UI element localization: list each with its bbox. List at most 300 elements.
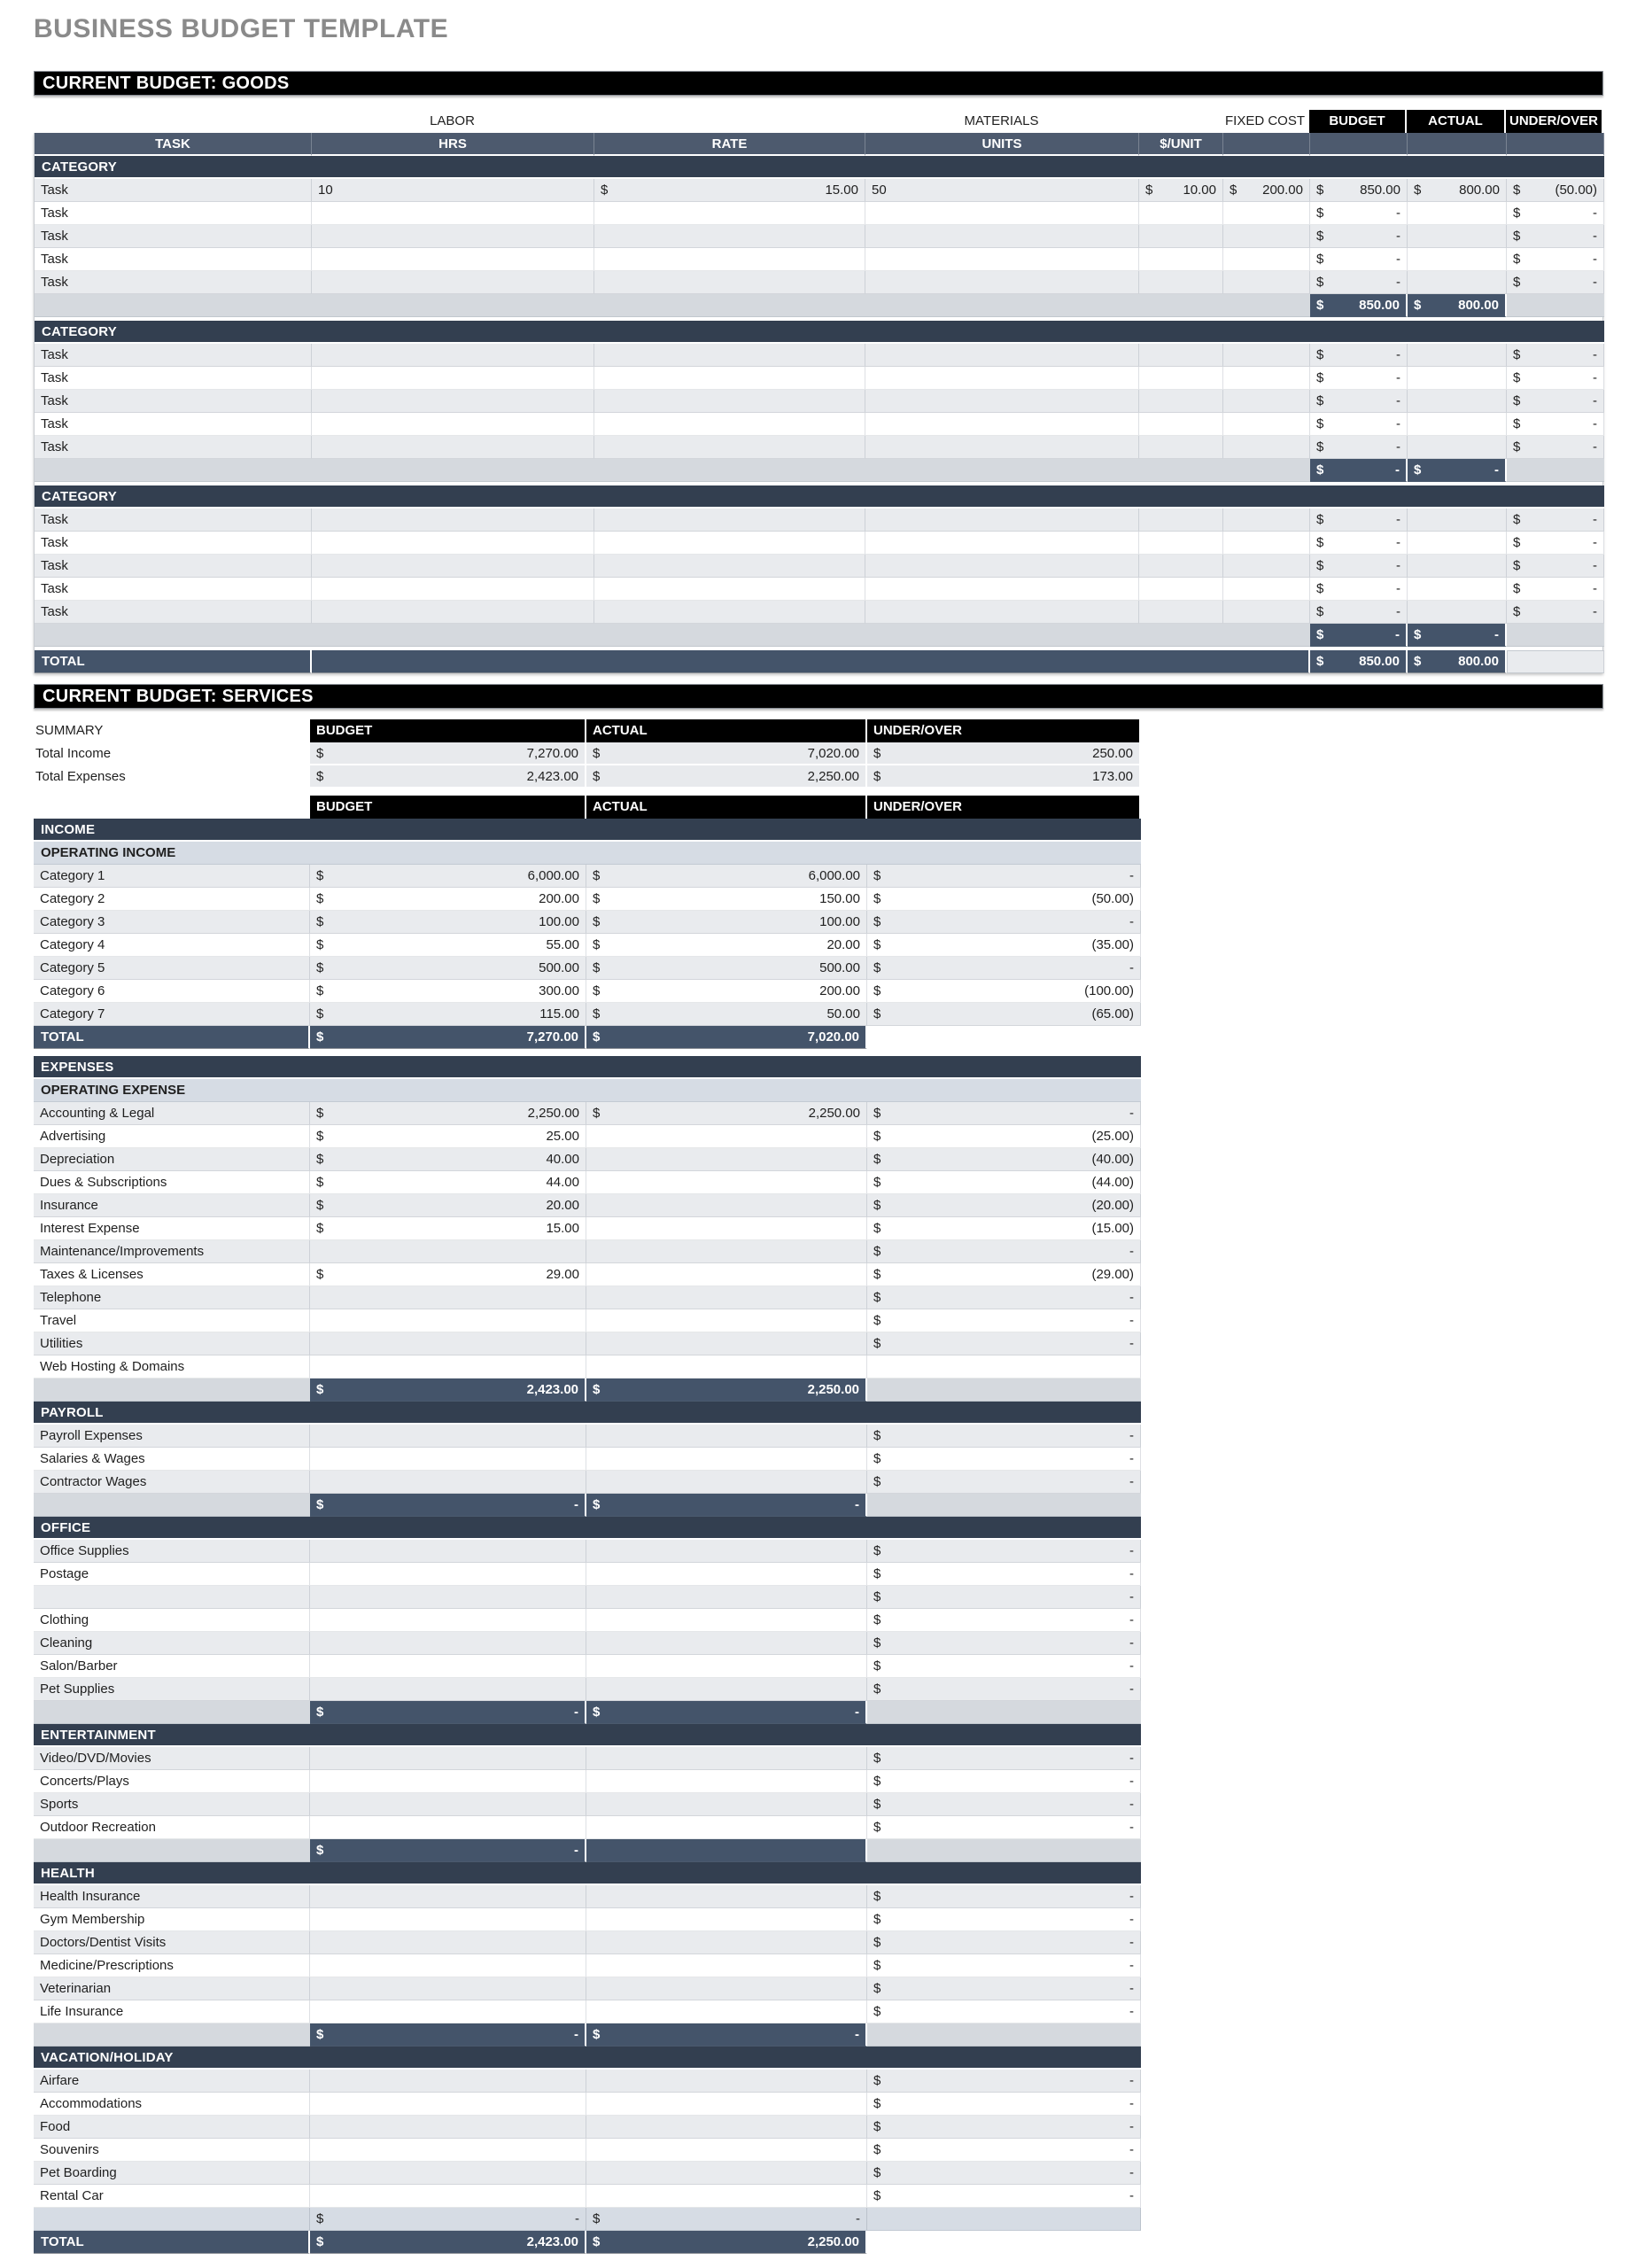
under-over-cell[interactable] xyxy=(1507,367,1604,390)
under-over-cell[interactable] xyxy=(867,1793,1141,1816)
label-cell[interactable]: Life Insurance xyxy=(34,2000,310,2023)
hrs-cell[interactable] xyxy=(312,390,594,413)
budget-cell[interactable] xyxy=(310,1632,586,1655)
budget-cell[interactable] xyxy=(310,957,586,980)
actual-cell[interactable] xyxy=(586,1263,867,1286)
units-cell[interactable] xyxy=(865,390,1139,413)
label-cell[interactable]: Souvenirs xyxy=(34,2139,310,2162)
fixed-cost-cell[interactable] xyxy=(1223,601,1310,624)
under-over-cell[interactable] xyxy=(1507,344,1604,367)
under-over-cell[interactable] xyxy=(867,1816,1141,1839)
budget-cell[interactable] xyxy=(310,934,586,957)
label-cell[interactable]: Concerts/Plays xyxy=(34,1770,310,1793)
label-cell[interactable]: Category 1 xyxy=(34,865,310,888)
actual-cell[interactable] xyxy=(1408,555,1507,578)
unit-cost-cell[interactable] xyxy=(1139,202,1223,225)
under-over-cell[interactable] xyxy=(1507,532,1604,555)
label-cell[interactable]: Payroll Expenses xyxy=(34,1425,310,1448)
under-over-cell[interactable] xyxy=(1507,578,1604,601)
label-cell[interactable]: Category 4 xyxy=(34,934,310,957)
budget-cell[interactable] xyxy=(310,2162,586,2185)
budget-cell[interactable] xyxy=(310,1954,586,1977)
under-over-cell[interactable] xyxy=(1507,248,1604,271)
actual-cell[interactable] xyxy=(586,2139,867,2162)
under-over-cell[interactable] xyxy=(867,1332,1141,1355)
units-cell[interactable] xyxy=(865,436,1139,459)
unit-cost-cell[interactable] xyxy=(1139,509,1223,532)
actual-cell[interactable] xyxy=(1408,344,1507,367)
summary-expenses-underover-cell[interactable] xyxy=(867,765,1141,788)
budget-cell[interactable] xyxy=(310,1240,586,1263)
hrs-cell[interactable] xyxy=(312,225,594,248)
label-cell[interactable]: Cleaning xyxy=(34,1632,310,1655)
hrs-cell[interactable] xyxy=(312,248,594,271)
rate-cell[interactable] xyxy=(594,390,865,413)
unit-cost-cell[interactable] xyxy=(1139,578,1223,601)
budget-cell[interactable] xyxy=(310,1793,586,1816)
under-over-cell[interactable] xyxy=(867,1003,1141,1026)
budget-cell[interactable] xyxy=(310,2139,586,2162)
hrs-cell[interactable] xyxy=(312,271,594,294)
unit-cost-cell[interactable] xyxy=(1139,555,1223,578)
under-over-cell[interactable] xyxy=(1507,390,1604,413)
budget-cell[interactable] xyxy=(310,2000,586,2023)
under-over-cell[interactable] xyxy=(1507,225,1604,248)
budget-cell[interactable] xyxy=(310,1931,586,1954)
actual-cell[interactable] xyxy=(1408,390,1507,413)
unit-cost-cell[interactable] xyxy=(1139,344,1223,367)
label-cell[interactable]: Category 2 xyxy=(34,888,310,911)
under-over-cell[interactable] xyxy=(867,1240,1141,1263)
hrs-cell[interactable] xyxy=(312,578,594,601)
under-over-cell[interactable] xyxy=(867,1102,1141,1125)
actual-cell[interactable] xyxy=(586,2185,867,2208)
under-over-cell[interactable] xyxy=(867,1678,1141,1701)
actual-cell[interactable] xyxy=(1408,436,1507,459)
task-cell[interactable]: Task xyxy=(35,413,312,436)
label-cell[interactable]: Category 5 xyxy=(34,957,310,980)
actual-cell[interactable] xyxy=(586,1908,867,1931)
rate-cell[interactable] xyxy=(594,202,865,225)
budget-cell[interactable] xyxy=(1310,179,1408,202)
under-over-cell[interactable] xyxy=(1507,555,1604,578)
budget-cell[interactable] xyxy=(310,1171,586,1194)
under-over-cell[interactable] xyxy=(1507,436,1604,459)
label-cell[interactable]: Travel xyxy=(34,1309,310,1332)
actual-cell[interactable] xyxy=(586,1240,867,1263)
fixed-cost-cell[interactable] xyxy=(1223,509,1310,532)
budget-cell[interactable] xyxy=(310,2093,586,2116)
actual-cell[interactable] xyxy=(586,1148,867,1171)
actual-cell[interactable] xyxy=(586,2070,867,2093)
actual-cell[interactable] xyxy=(586,1471,867,1494)
budget-cell[interactable] xyxy=(310,1125,586,1148)
label-cell[interactable]: Insurance xyxy=(34,1194,310,1217)
summary-income-budget-cell[interactable] xyxy=(310,742,586,765)
fixed-cost-cell[interactable] xyxy=(1223,202,1310,225)
budget-cell[interactable] xyxy=(310,1655,586,1678)
under-over-cell[interactable] xyxy=(867,1931,1141,1954)
budget-cell[interactable] xyxy=(310,2116,586,2139)
label-cell[interactable]: Postage xyxy=(34,1563,310,1586)
task-cell[interactable]: Task xyxy=(35,578,312,601)
units-cell[interactable] xyxy=(865,225,1139,248)
under-over-cell[interactable] xyxy=(867,1286,1141,1309)
under-over-cell[interactable] xyxy=(1507,413,1604,436)
under-over-cell[interactable] xyxy=(867,2093,1141,2116)
actual-cell[interactable] xyxy=(586,1425,867,1448)
fixed-cost-cell[interactable] xyxy=(1223,555,1310,578)
hrs-cell[interactable] xyxy=(312,509,594,532)
actual-cell[interactable] xyxy=(586,1540,867,1563)
actual-cell[interactable] xyxy=(586,1217,867,1240)
unit-cost-cell[interactable] xyxy=(1139,367,1223,390)
fixed-cost-cell[interactable] xyxy=(1223,390,1310,413)
actual-cell[interactable] xyxy=(1408,413,1507,436)
subtotal-actual-cell[interactable] xyxy=(586,1494,867,1517)
actual-cell[interactable] xyxy=(586,1655,867,1678)
budget-cell[interactable] xyxy=(310,1425,586,1448)
task-cell[interactable]: Task xyxy=(35,271,312,294)
task-cell[interactable]: Task xyxy=(35,248,312,271)
actual-cell[interactable] xyxy=(586,1332,867,1355)
unit-cost-cell[interactable] xyxy=(1139,225,1223,248)
rate-cell[interactable] xyxy=(594,248,865,271)
budget-cell[interactable] xyxy=(310,1540,586,1563)
fixed-cost-cell[interactable] xyxy=(1223,248,1310,271)
actual-cell[interactable] xyxy=(586,2000,867,2023)
task-cell[interactable]: Task xyxy=(35,601,312,624)
units-cell[interactable] xyxy=(865,509,1139,532)
subtotal-budget-cell[interactable] xyxy=(310,1494,586,1517)
total-budget-cell[interactable] xyxy=(310,1026,586,1049)
units-cell[interactable] xyxy=(865,532,1139,555)
fixed-cost-cell[interactable] xyxy=(1223,271,1310,294)
budget-cell[interactable] xyxy=(310,1355,586,1379)
subtotal-actual-cell[interactable] xyxy=(586,2208,867,2231)
actual-cell[interactable] xyxy=(586,1102,867,1125)
subtotal-budget-cell[interactable] xyxy=(1310,459,1408,482)
rate-cell[interactable] xyxy=(594,413,865,436)
budget-cell[interactable] xyxy=(310,1102,586,1125)
under-over-cell[interactable] xyxy=(867,1309,1141,1332)
fixed-cost-cell[interactable] xyxy=(1223,344,1310,367)
total-actual-cell[interactable] xyxy=(586,1026,867,1049)
under-over-cell[interactable] xyxy=(1507,271,1604,294)
task-cell[interactable]: Task xyxy=(35,555,312,578)
actual-cell[interactable] xyxy=(586,1977,867,2000)
actual-cell[interactable] xyxy=(586,980,867,1003)
hrs-cell[interactable] xyxy=(312,555,594,578)
label-cell[interactable]: Sports xyxy=(34,1793,310,1816)
rate-cell[interactable] xyxy=(594,179,865,202)
budget-cell[interactable] xyxy=(1310,225,1408,248)
subtotal-actual-cell[interactable] xyxy=(586,1839,867,1862)
label-cell[interactable]: Pet Boarding xyxy=(34,2162,310,2185)
hrs-cell[interactable]: 10 xyxy=(312,179,594,202)
under-over-cell[interactable] xyxy=(867,1171,1141,1194)
under-over-cell[interactable] xyxy=(867,1471,1141,1494)
fixed-cost-cell[interactable] xyxy=(1223,436,1310,459)
label-cell[interactable]: Maintenance/Improvements xyxy=(34,1240,310,1263)
under-over-cell[interactable] xyxy=(867,1954,1141,1977)
task-cell[interactable]: Task xyxy=(35,179,312,202)
rate-cell[interactable] xyxy=(594,532,865,555)
subtotal-budget-cell[interactable] xyxy=(310,2208,586,2231)
label-cell[interactable]: Salon/Barber xyxy=(34,1655,310,1678)
budget-cell[interactable] xyxy=(310,980,586,1003)
actual-cell[interactable] xyxy=(586,1747,867,1770)
fixed-cost-cell[interactable] xyxy=(1223,532,1310,555)
units-cell[interactable] xyxy=(865,248,1139,271)
label-cell[interactable]: Office Supplies xyxy=(34,1540,310,1563)
budget-cell[interactable] xyxy=(310,865,586,888)
subtotal-budget-cell[interactable] xyxy=(310,2023,586,2047)
budget-cell[interactable] xyxy=(310,1816,586,1839)
under-over-cell[interactable] xyxy=(867,1194,1141,1217)
under-over-cell[interactable] xyxy=(867,1885,1141,1908)
hrs-cell[interactable] xyxy=(312,344,594,367)
under-over-cell[interactable] xyxy=(1507,509,1604,532)
actual-cell[interactable] xyxy=(1408,225,1507,248)
goods-total-actual-cell[interactable] xyxy=(1408,650,1507,673)
label-cell[interactable]: Contractor Wages xyxy=(34,1471,310,1494)
task-cell[interactable]: Task xyxy=(35,202,312,225)
actual-cell[interactable] xyxy=(586,1003,867,1026)
label-cell[interactable]: Interest Expense xyxy=(34,1217,310,1240)
fixed-cost-cell[interactable] xyxy=(1223,225,1310,248)
actual-cell[interactable] xyxy=(586,2116,867,2139)
label-cell[interactable]: Utilities xyxy=(34,1332,310,1355)
units-cell[interactable] xyxy=(865,578,1139,601)
budget-cell[interactable] xyxy=(310,2070,586,2093)
actual-cell[interactable] xyxy=(586,934,867,957)
budget-cell[interactable] xyxy=(1310,532,1408,555)
actual-cell[interactable] xyxy=(586,1448,867,1471)
units-cell[interactable] xyxy=(865,555,1139,578)
actual-cell[interactable] xyxy=(586,957,867,980)
subtotal-budget-cell[interactable] xyxy=(310,1379,586,1402)
actual-cell[interactable] xyxy=(586,1563,867,1586)
under-over-cell[interactable] xyxy=(867,1747,1141,1770)
actual-cell[interactable] xyxy=(1408,509,1507,532)
unit-cost-cell[interactable] xyxy=(1139,601,1223,624)
under-over-cell[interactable] xyxy=(867,1609,1141,1632)
budget-cell[interactable] xyxy=(310,888,586,911)
budget-cell[interactable] xyxy=(1310,202,1408,225)
actual-cell[interactable] xyxy=(586,911,867,934)
under-over-cell[interactable] xyxy=(867,1448,1141,1471)
label-cell[interactable]: Accounting & Legal xyxy=(34,1102,310,1125)
under-over-cell[interactable] xyxy=(867,911,1141,934)
unit-cost-cell[interactable] xyxy=(1139,179,1223,202)
budget-cell[interactable] xyxy=(310,1609,586,1632)
label-cell[interactable] xyxy=(34,1586,310,1609)
budget-cell[interactable] xyxy=(1310,509,1408,532)
subtotal-actual-cell[interactable] xyxy=(1408,294,1507,317)
actual-cell[interactable] xyxy=(586,1770,867,1793)
summary-income-actual-cell[interactable] xyxy=(586,742,867,765)
actual-cell[interactable] xyxy=(586,1885,867,1908)
under-over-cell[interactable] xyxy=(867,934,1141,957)
label-cell[interactable]: Taxes & Licenses xyxy=(34,1263,310,1286)
budget-cell[interactable] xyxy=(310,1309,586,1332)
under-over-cell[interactable] xyxy=(867,1217,1141,1240)
label-cell[interactable]: Depreciation xyxy=(34,1148,310,1171)
subtotal-budget-cell[interactable] xyxy=(1310,294,1408,317)
under-over-cell[interactable] xyxy=(867,980,1141,1003)
under-over-cell[interactable] xyxy=(867,1655,1141,1678)
total-budget-cell[interactable] xyxy=(310,2231,586,2254)
budget-cell[interactable] xyxy=(310,1217,586,1240)
actual-cell[interactable] xyxy=(586,1125,867,1148)
actual-cell[interactable] xyxy=(586,1586,867,1609)
units-cell[interactable] xyxy=(865,367,1139,390)
budget-cell[interactable] xyxy=(1310,555,1408,578)
label-cell[interactable]: Category 3 xyxy=(34,911,310,934)
unit-cost-cell[interactable] xyxy=(1139,532,1223,555)
under-over-cell[interactable] xyxy=(867,1263,1141,1286)
label-cell[interactable]: Telephone xyxy=(34,1286,310,1309)
label-cell[interactable]: Food xyxy=(34,2116,310,2139)
subtotal-budget-cell[interactable] xyxy=(1310,624,1408,647)
actual-cell[interactable] xyxy=(1408,578,1507,601)
under-over-cell[interactable] xyxy=(867,1977,1141,2000)
subtotal-budget-cell[interactable] xyxy=(310,1839,586,1862)
under-over-cell[interactable] xyxy=(867,2185,1141,2208)
task-cell[interactable]: Task xyxy=(35,344,312,367)
budget-cell[interactable] xyxy=(310,1471,586,1494)
units-cell[interactable] xyxy=(865,413,1139,436)
budget-cell[interactable] xyxy=(1310,436,1408,459)
under-over-cell[interactable] xyxy=(1507,202,1604,225)
actual-cell[interactable] xyxy=(586,1609,867,1632)
summary-expenses-budget-cell[interactable] xyxy=(310,765,586,788)
actual-cell[interactable] xyxy=(586,1816,867,1839)
unit-cost-cell[interactable] xyxy=(1139,248,1223,271)
budget-cell[interactable] xyxy=(310,1678,586,1701)
actual-cell[interactable] xyxy=(586,2093,867,2116)
summary-income-underover-cell[interactable] xyxy=(867,742,1141,765)
label-cell[interactable]: Doctors/Dentist Visits xyxy=(34,1931,310,1954)
budget-cell[interactable] xyxy=(310,2185,586,2208)
hrs-cell[interactable] xyxy=(312,413,594,436)
rate-cell[interactable] xyxy=(594,601,865,624)
label-cell[interactable]: Category 7 xyxy=(34,1003,310,1026)
actual-cell[interactable] xyxy=(586,1309,867,1332)
budget-cell[interactable] xyxy=(310,1770,586,1793)
label-cell[interactable]: Airfare xyxy=(34,2070,310,2093)
fixed-cost-cell[interactable] xyxy=(1223,367,1310,390)
hrs-cell[interactable] xyxy=(312,202,594,225)
budget-cell[interactable] xyxy=(310,1908,586,1931)
rate-cell[interactable] xyxy=(594,578,865,601)
fixed-cost-cell[interactable] xyxy=(1223,578,1310,601)
task-cell[interactable]: Task xyxy=(35,367,312,390)
unit-cost-cell[interactable] xyxy=(1139,271,1223,294)
under-over-cell[interactable] xyxy=(867,2116,1141,2139)
actual-cell[interactable] xyxy=(586,865,867,888)
actual-cell[interactable] xyxy=(586,1355,867,1379)
actual-cell[interactable] xyxy=(586,1931,867,1954)
unit-cost-cell[interactable] xyxy=(1139,413,1223,436)
under-over-cell[interactable] xyxy=(867,1586,1141,1609)
units-cell[interactable]: 50 xyxy=(865,179,1139,202)
label-cell[interactable]: Pet Supplies xyxy=(34,1678,310,1701)
summary-expenses-actual-cell[interactable] xyxy=(586,765,867,788)
under-over-cell[interactable] xyxy=(867,1148,1141,1171)
under-over-cell[interactable] xyxy=(867,2162,1141,2185)
budget-cell[interactable] xyxy=(1310,413,1408,436)
under-over-cell[interactable] xyxy=(867,1125,1141,1148)
actual-cell[interactable] xyxy=(586,1678,867,1701)
budget-cell[interactable] xyxy=(310,1977,586,2000)
label-cell[interactable]: Category 6 xyxy=(34,980,310,1003)
actual-cell[interactable] xyxy=(586,1286,867,1309)
label-cell[interactable]: Accommodations xyxy=(34,2093,310,2116)
label-cell[interactable]: Dues & Subscriptions xyxy=(34,1171,310,1194)
subtotal-budget-cell[interactable] xyxy=(310,1701,586,1724)
hrs-cell[interactable] xyxy=(312,601,594,624)
rate-cell[interactable] xyxy=(594,555,865,578)
hrs-cell[interactable] xyxy=(312,367,594,390)
actual-cell[interactable] xyxy=(1408,367,1507,390)
actual-cell[interactable] xyxy=(586,2162,867,2185)
budget-cell[interactable] xyxy=(310,1332,586,1355)
under-over-cell[interactable] xyxy=(867,2070,1141,2093)
rate-cell[interactable] xyxy=(594,225,865,248)
units-cell[interactable] xyxy=(865,271,1139,294)
under-over-cell[interactable] xyxy=(1507,601,1604,624)
label-cell[interactable]: Video/DVD/Movies xyxy=(34,1747,310,1770)
budget-cell[interactable] xyxy=(310,1003,586,1026)
units-cell[interactable] xyxy=(865,202,1139,225)
actual-cell[interactable] xyxy=(1408,271,1507,294)
actual-cell[interactable] xyxy=(586,1194,867,1217)
label-cell[interactable]: Veterinarian xyxy=(34,1977,310,2000)
goods-total-budget-cell[interactable] xyxy=(1310,650,1408,673)
subtotal-actual-cell[interactable] xyxy=(586,2023,867,2047)
actual-cell[interactable] xyxy=(1408,248,1507,271)
budget-cell[interactable] xyxy=(310,1263,586,1286)
budget-cell[interactable] xyxy=(310,1286,586,1309)
task-cell[interactable]: Task xyxy=(35,509,312,532)
budget-cell[interactable] xyxy=(1310,344,1408,367)
budget-cell[interactable] xyxy=(310,1885,586,1908)
under-over-cell[interactable] xyxy=(867,888,1141,911)
label-cell[interactable]: Clothing xyxy=(34,1609,310,1632)
budget-cell[interactable] xyxy=(1310,601,1408,624)
under-over-cell[interactable] xyxy=(867,2139,1141,2162)
rate-cell[interactable] xyxy=(594,509,865,532)
under-over-cell[interactable] xyxy=(867,1908,1141,1931)
budget-cell[interactable] xyxy=(310,1148,586,1171)
units-cell[interactable] xyxy=(865,344,1139,367)
under-over-cell[interactable] xyxy=(867,1770,1141,1793)
under-over-cell[interactable] xyxy=(867,1425,1141,1448)
under-over-cell[interactable] xyxy=(867,1632,1141,1655)
hrs-cell[interactable] xyxy=(312,532,594,555)
label-cell[interactable]: Outdoor Recreation xyxy=(34,1816,310,1839)
label-cell[interactable]: Health Insurance xyxy=(34,1885,310,1908)
under-over-cell[interactable] xyxy=(867,1563,1141,1586)
actual-cell[interactable] xyxy=(1408,179,1507,202)
budget-cell[interactable] xyxy=(310,911,586,934)
actual-cell[interactable] xyxy=(586,1954,867,1977)
actual-cell[interactable] xyxy=(1408,601,1507,624)
label-cell[interactable]: Web Hosting & Domains xyxy=(34,1355,310,1379)
label-cell[interactable]: Gym Membership xyxy=(34,1908,310,1931)
